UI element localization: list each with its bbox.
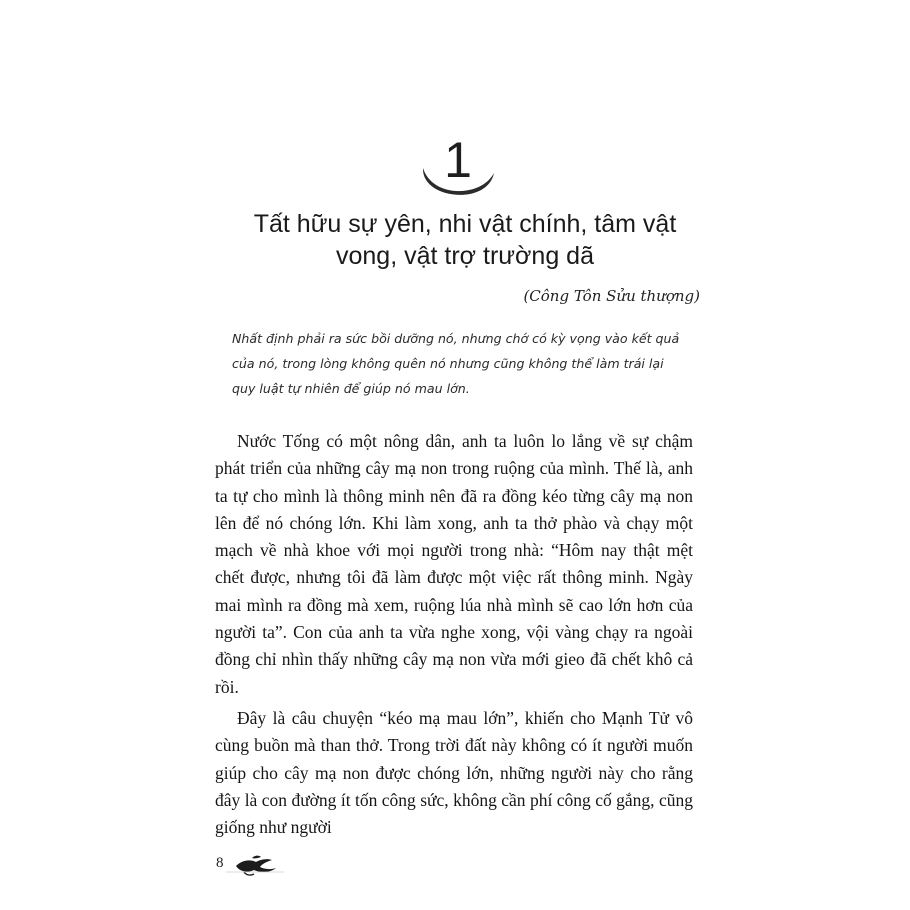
chapter-title	[180, 208, 750, 272]
chapter-title-line-2: vong, vật trợ trường dã	[336, 242, 594, 270]
page-number: 8	[216, 855, 224, 871]
summary-text: Nhất định phải ra sức bồi dưỡng nó, nhưng chớ có kỳ vọng vào kết quả của nó, trong lòng không quên nó nhưng cũng không thể làm trái lại quy luật tự nhiên để giúp nó mau lớn.	[232, 331, 680, 396]
page-footer	[214, 850, 294, 878]
chapter-title-line-1: Tất hữu sự yên, nhi vật chính, tâm vật	[253, 210, 677, 238]
body-text	[215, 428, 693, 845]
chapter-heading	[418, 132, 498, 202]
body-paragraph-2: Đây là câu chuyện “kéo mạ mau lớn”, khiến cho Mạnh Tử vô cùng buồn mà than thở. Trong trời đất này không có ít người muốn giúp cho cây mạ non được chóng lớn, những người này cho rằng đây là con đường ít tốn công sức, không cần phí công cố gắng, cũng giống như người	[215, 707, 693, 838]
chapter-number: 1	[444, 132, 472, 188]
source-citation: (Công Tôn Sửu thượng)	[523, 287, 700, 305]
ink-brush-ornament-icon	[214, 850, 294, 878]
body-paragraph-1: Nước Tống có một nông dân, anh ta luôn lo lắng về sự chậm phát triển của những cây mạ non trong ruộng của mình. Thế là, anh ta tự cho mình là thông minh nên đã ra đồng kéo từng cây mạ non lên để nó chóng lớn. Khi làm xong, anh ta thở phào và chạy một mạch về nhà khoe với mọi người trong nhà: “Hôm nay thật mệt chết được, nhưng tôi đã làm được một việc rất thông minh. Ngày mai mình ra đồng mà xem, ruộng lúa nhà mình sẽ cao lớn hơn của người ta”. Con của anh ta vừa nghe xong, vội vàng chạy ra ngoài đồng chỉ nhìn thấy những cây mạ non vừa mới gieo đã chết khô cả rồi.	[215, 431, 693, 697]
